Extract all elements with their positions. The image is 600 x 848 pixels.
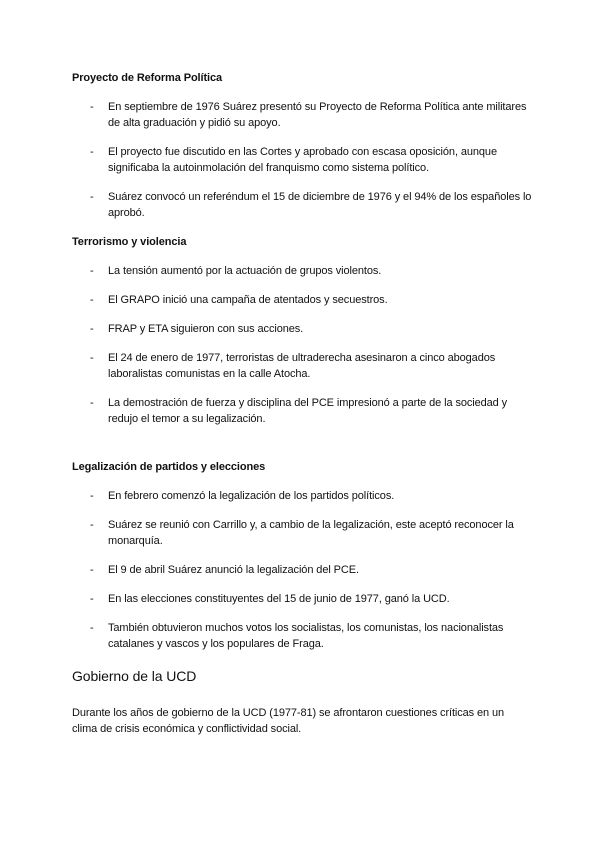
list-item (72, 144, 532, 176)
list-item-text: El 24 de enero de 1977, terroristas de ultraderecha asesinaron a cinco abogados laboralistas comunistas en la calle Atocha. (108, 352, 496, 380)
section-heading-legalizacion: Legalización de partidos y elecciones (72, 461, 266, 473)
list-item-text: En febrero comenzó la legalización de los partidos políticos. (108, 490, 395, 502)
gobierno-paragraph: Durante los años de gobierno de la UCD (1977-81) se afrontaron cuestiones críticas en un clima de crisis económica y conflictividad social. (72, 707, 505, 735)
bullet-dash: - (90, 323, 94, 335)
bullet-dash: - (90, 101, 94, 113)
list-item (72, 263, 532, 279)
bullet-dash: - (90, 352, 94, 364)
list-item (72, 189, 532, 221)
section-heading-terrorismo: Terrorismo y violencia (72, 236, 187, 248)
bullet-list-reforma (72, 99, 532, 221)
bullet-dash: - (90, 593, 94, 605)
list-item (72, 562, 532, 578)
bullet-dash: - (90, 146, 94, 158)
list-item-text: Suárez convocó un referéndum el 15 de diciembre de 1976 y el 94% de los españoles lo aprobó. (108, 191, 532, 219)
section-title-gobierno: Gobierno de la UCD (72, 668, 197, 684)
list-item (72, 321, 532, 337)
list-item-text: Suárez se reunió con Carrillo y, a cambio de la legalización, este aceptó reconocer la monarquía. (108, 519, 514, 547)
bullet-list-legalizacion (72, 488, 532, 652)
bullet-dash: - (90, 622, 94, 634)
document-content (72, 70, 532, 737)
list-item-text: La demostración de fuerza y disciplina del PCE impresionó a parte de la sociedad y redujo el temor a su legalización. (108, 397, 508, 425)
bullet-dash: - (90, 397, 94, 409)
list-item (72, 350, 532, 382)
list-item (72, 395, 532, 427)
bullet-dash: - (90, 490, 94, 502)
list-item-text: El 9 de abril Suárez anunció la legalización del PCE. (108, 564, 359, 576)
section-spacer (72, 440, 532, 459)
list-item (72, 620, 532, 652)
bullet-dash: - (90, 564, 94, 576)
section-heading-reforma: Proyecto de Reforma Política (72, 72, 223, 84)
bullet-list-terrorismo (72, 263, 532, 427)
list-item-text: En las elecciones constituyentes del 15 de junio de 1977, ganó la UCD. (108, 593, 450, 605)
list-item (72, 488, 532, 504)
bullet-dash: - (90, 294, 94, 306)
list-item-text: También obtuvieron muchos votos los socialistas, los comunistas, los nacionalistas catalanes y vascos y los populares de Fraga. (108, 622, 504, 650)
list-item-text: El GRAPO inició una campaña de atentados y secuestros. (108, 294, 388, 306)
list-item (72, 292, 532, 308)
bullet-dash: - (90, 265, 94, 277)
list-item (72, 591, 532, 607)
list-item (72, 99, 532, 131)
list-item-text: La tensión aumentó por la actuación de grupos violentos. (108, 265, 382, 277)
list-item-text: En septiembre de 1976 Suárez presentó su Proyecto de Reforma Política ante militares de alta graduación y pidió su apoyo. (108, 101, 527, 129)
list-item (72, 517, 532, 549)
list-item-text: FRAP y ETA siguieron con sus acciones. (108, 323, 304, 335)
bullet-dash: - (90, 519, 94, 531)
bullet-dash: - (90, 191, 94, 203)
list-item-text: El proyecto fue discutido en las Cortes y aprobado con escasa oposición, aunque significaba la autoinmolación del franquismo como sistema político. (108, 146, 497, 174)
